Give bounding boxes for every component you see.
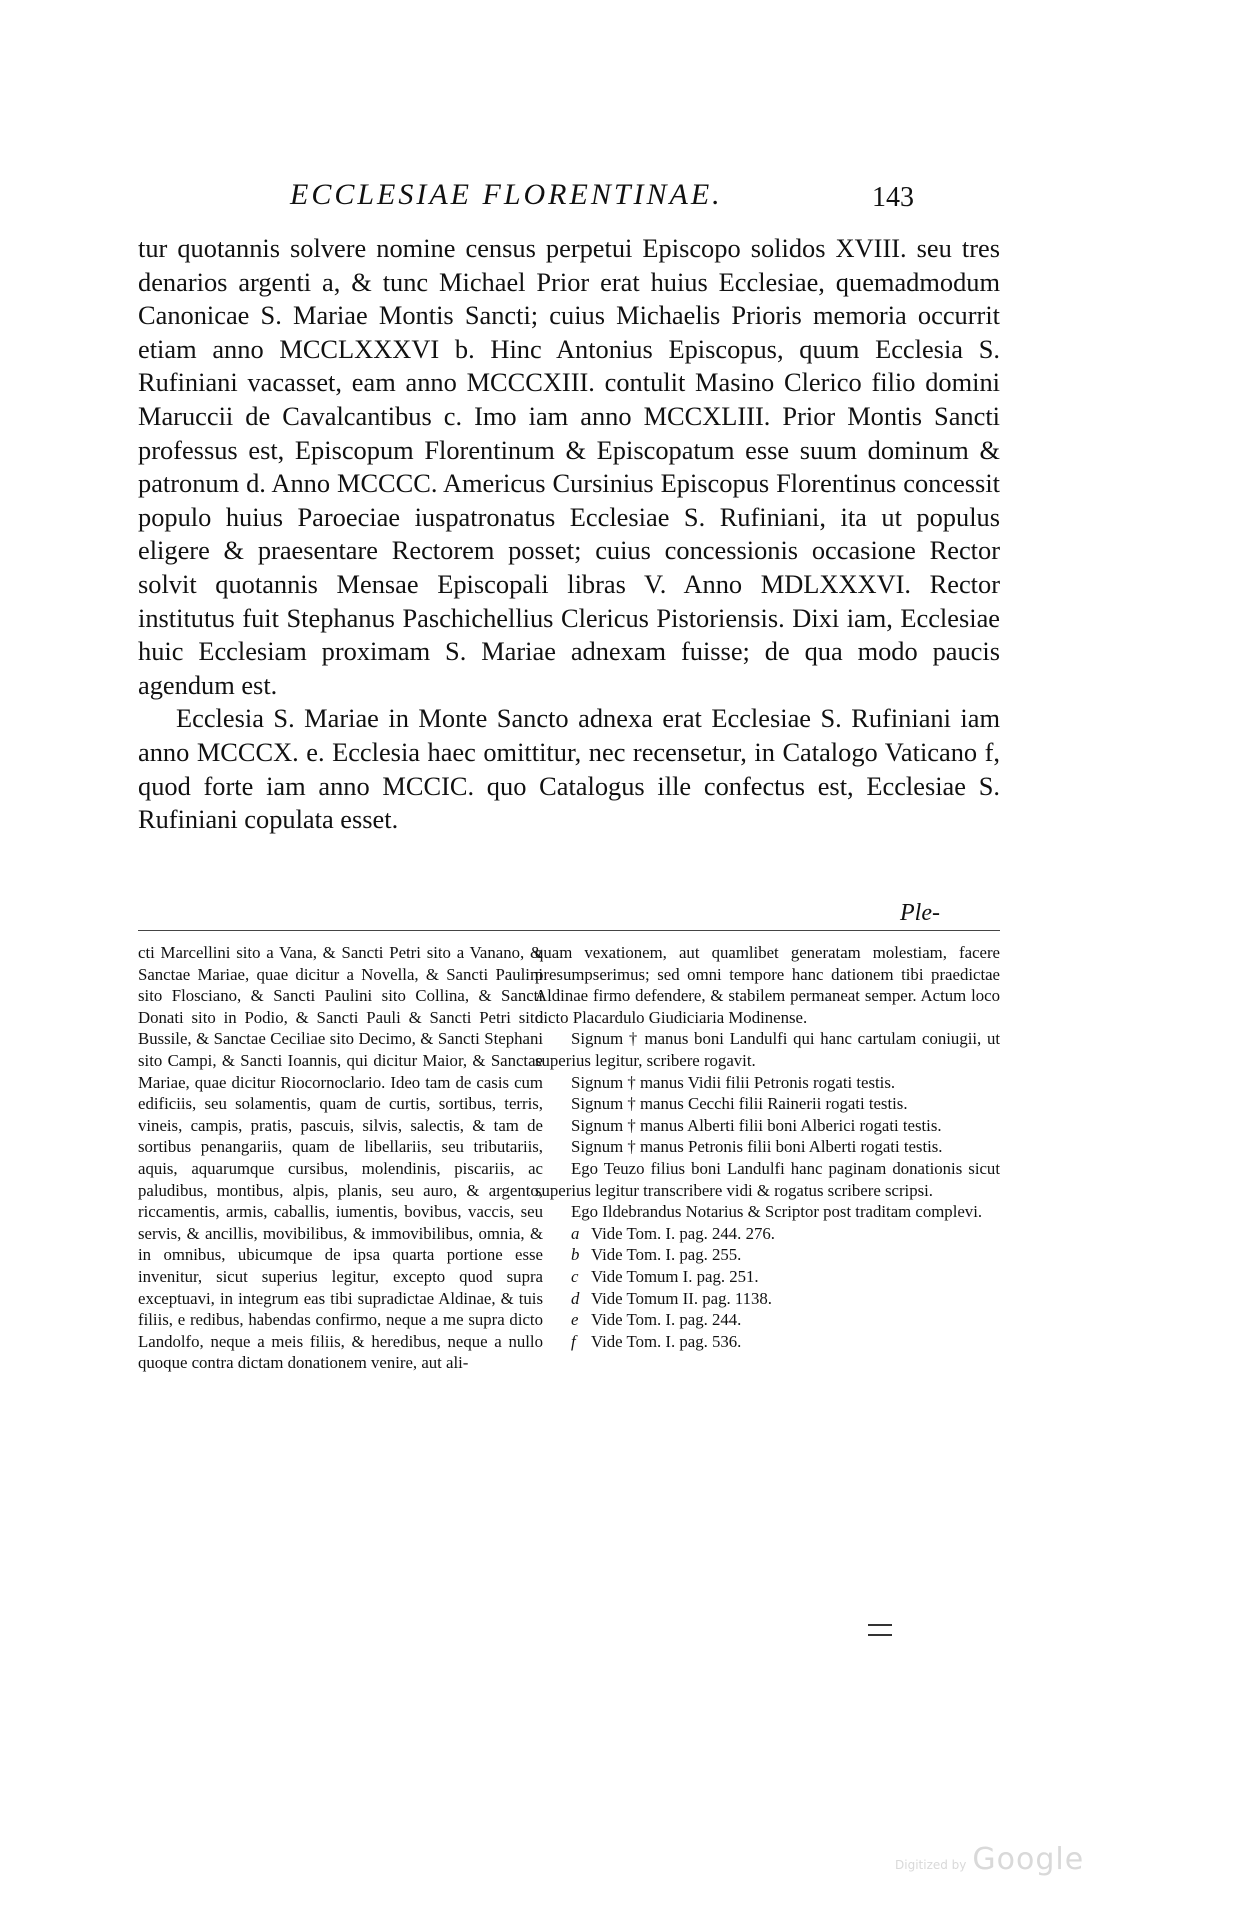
footnote-column-right — [535, 942, 1000, 1352]
footnote-continuation: quam vexationem, aut quamlibet generatam molestiam, facere presumpserimus; sed omni tempore hanc dationem tibi praedictae Aldinae firmo defendere, & stabilem permaneat semper. Actum loco dicto Placardulo Giudiciaria Modinense. — [535, 943, 1000, 1027]
page-title: ECCLESIAE FLORENTINAE. — [290, 178, 723, 211]
footnote-divider — [138, 930, 1000, 931]
footnote-label: c — [571, 1266, 579, 1286]
signum-line: Signum † manus Petronis filii boni Alberti rogati testis. — [571, 1137, 943, 1157]
digitization-watermark — [895, 1842, 1084, 1877]
footnote-references — [535, 1223, 1000, 1353]
signum-line: Signum † manus boni Landulfi qui hanc cartulam coniugii, ut superius legitur, scribere rogavit. — [535, 1029, 1000, 1070]
footnote-column-left — [138, 942, 543, 1374]
catchword: Ple- — [900, 900, 940, 926]
footnote-left-text: cti Marcellini sito a Vana, & Sancti Petri sito a Vanano, & Sanctae Mariae, quae dicitur a Novella, & Sancti Paulini sito Flosciano, & Sancti Paulini sito Collina, & Sancti Donati sito in Podio, & Sancti Pauli & Sancti Petri sito Bussile, & Sanctae Ceciliae sito Decimo, & Sancti Stephani sito Campi, & Sancti Ioannis, qui dicitur Maior, & Sanctae Mariae, quae dicitur Riocornoclario. Ideo tam de casis cum edificiis, seu solamentis, quam de curtis, sortibus, terris, vineis, campis, pratis, pascuis, silvis, salectis, & tam de sortibus penangariis, quam de libellariis, seu tributariis, aquis, aquarumque cursibus, molendinis, piscariis, ac paludibus, montibus, alpis, planis, seu auro, & argento, riccamentis, armis, caballis, iumentis, bovibus, vaccis, seu servis, & ancillis, movibilibus, & immovibilibus, omnia, & in omnibus, ubicumque de ipsa quarta portione esse invenitur, sicut superius legitur, excepto quod supra exceptuavi, in integrum eas tibi supradictae Aldinae, & tuis filiis, e redibus, habendas confirmo, neque a me supra dicto Landolfo, neque a meis filiis, & heredibus, neque a nullo quoque contra dictam donationem venire, aut ali- — [138, 943, 543, 1373]
footnote-ref — [535, 1331, 1000, 1353]
watermark-brand: Google — [972, 1842, 1085, 1877]
footnote-ref-text: Vide Tom. I. pag. 255. — [591, 1245, 742, 1265]
footnote-ref — [535, 1223, 1000, 1245]
ink-mark — [868, 1624, 892, 1636]
main-paragraph-1: tur quotannis solvere nomine census perpetui Episcopo solidos XVIII. seu tres denarios argenti a, & tunc Michael Prior erat huius Ecclesiae, quemadmodum Canonicae S. Mariae Montis Sancti; cuius Michaelis Prioris memoria occurrit etiam anno MCCLXXXVI b. Hinc Antonius Episcopus, quum Ecclesia S. Rufiniani vacasset, eam anno MCCCXIII. contulit Masino Clerico filio domini Maruccii de Cavalcantibus c. Imo iam anno MCCXLIII. Prior Montis Sancti professus est, Episcopum Florentinum & Episcopatum esse suum dominum & patronum d. Anno MCCCC. Americus Cursinius Episcopus Florentinus concessit populo huius Paroeciae iuspatronatus Ecclesiae S. Rufiniani, ita ut populus eligere & praesentare Rectorem posset; cuius concessionis occasione Rector solvit quotannis Mensae Episcopali libras V. Anno MDLXXXVI. Rector institutus fuit Stephanus Paschichellius Clericus Pistoriensis. Dixi iam, Ecclesiae huic Ecclesiam proximam S. Mariae adnexam fuisse; de qua modo paucis agendum est. — [138, 233, 1000, 700]
footnote-ref-text: Vide Tom. I. pag. 536. — [591, 1331, 742, 1351]
footnote-ref-text: Vide Tomum II. pag. 1138. — [591, 1288, 772, 1308]
footnote-ref — [535, 1266, 1000, 1288]
footnote-label: a — [571, 1223, 580, 1243]
signum-line: Signum † manus Vidii filii Petronis rogati testis. — [571, 1072, 896, 1092]
running-head — [0, 178, 1252, 218]
footnote-ref — [535, 1244, 1000, 1266]
footnote-label: e — [571, 1310, 579, 1330]
page-number: 143 — [872, 182, 914, 213]
footnote-ref-text: Vide Tomum I. pag. 251. — [591, 1266, 759, 1286]
footnote-ref-text: Vide Tom. I. pag. 244. — [591, 1310, 742, 1330]
teuzo-line: Ego Teuzo filius boni Landulfi hanc paginam donationis sicut superius legitur transcribere vidi & rogatus scribere scripsi. — [535, 1158, 1000, 1200]
footnote-ref — [535, 1309, 1000, 1331]
signum-line: Signum † manus Cecchi filii Rainerii rogati testis. — [571, 1094, 908, 1114]
footnote-label: b — [571, 1245, 580, 1265]
main-text — [138, 232, 1000, 837]
footnote-label: d — [571, 1288, 580, 1308]
footnote-ref-text: Vide Tom. I. pag. 244. 276. — [591, 1223, 775, 1243]
main-paragraph-2: Ecclesia S. Mariae in Monte Sancto adnexa erat Ecclesiae S. Rufiniani iam anno MCCCX. e. Ecclesia haec omittitur, nec recensetur, in Catalogo Vaticano f, quod forte iam anno MCCIC. quo Catalogus ille confectus est, Ecclesiae S. Rufiniani copulata esset. — [138, 703, 1000, 835]
signum-line: Signum † manus Alberti filii boni Alberici rogati testis. — [571, 1115, 942, 1135]
watermark-prefix: Digitized by — [895, 1858, 967, 1872]
ildebrandus-line: Ego Ildebrandus Notarius & Scriptor post traditam complevi. — [571, 1202, 983, 1222]
footnote-ref — [535, 1288, 1000, 1310]
footnote-label: f — [571, 1331, 576, 1351]
